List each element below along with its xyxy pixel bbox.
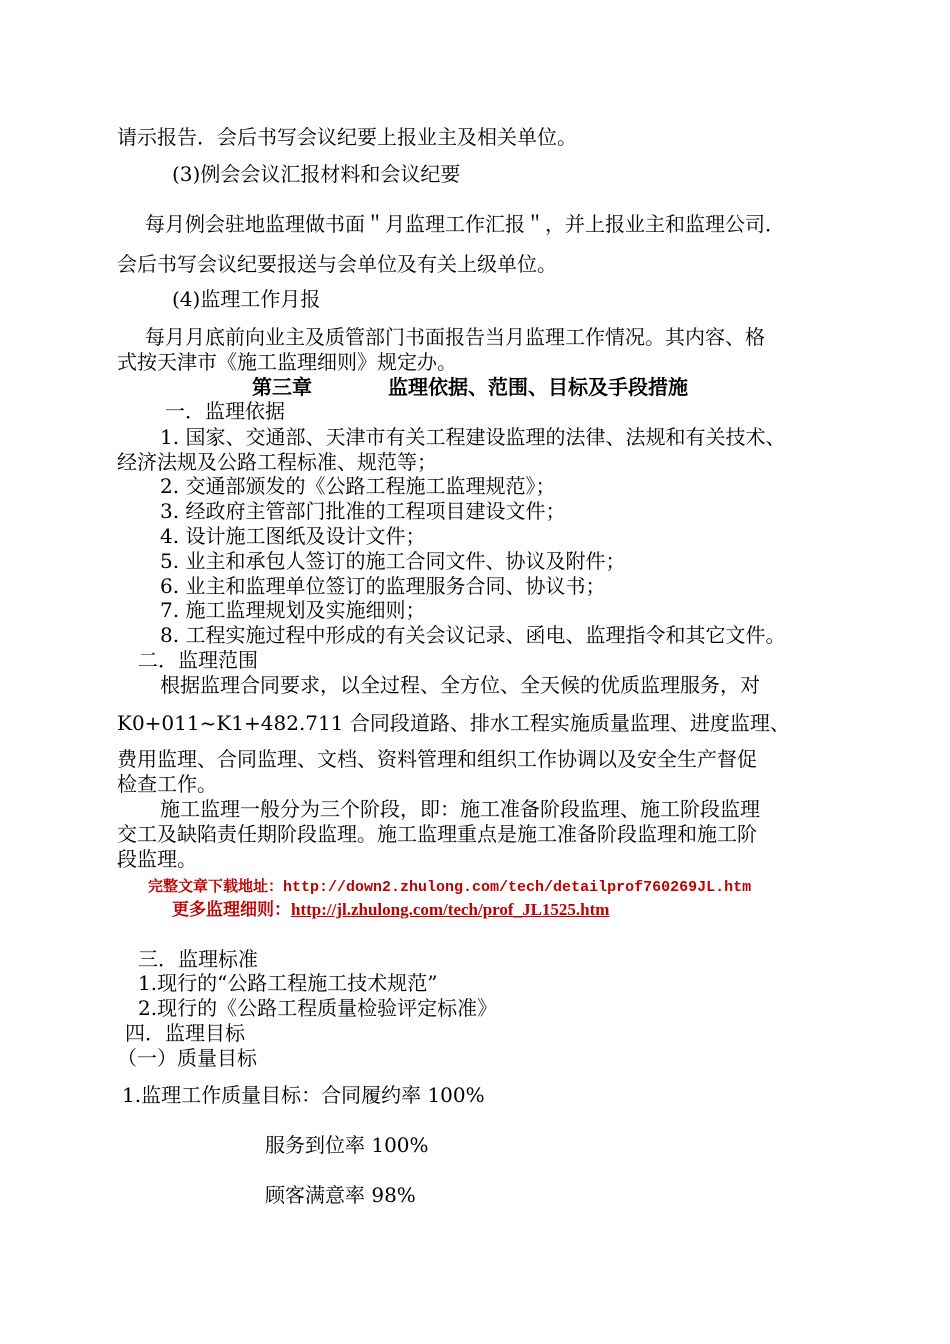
text-line: 会后书写会议纪要报送与会单位及有关上级单位。 [117, 252, 557, 276]
download-link-line [148, 874, 751, 900]
list-item: 2. 交通部颁发的《公路工程施工监理规范》； [160, 474, 556, 498]
subsection-heading: （一）质量目标 [117, 1046, 257, 1070]
list-item: 1. 国家、交通部、天津市有关工程建设监理的法律、法规和有关技术、 [160, 425, 786, 449]
section-heading: 二．监理范围 [138, 648, 258, 672]
chapter-number: 第三章 [252, 375, 312, 399]
text-line: 服务到位率 100% [265, 1133, 429, 1157]
download-label: 完整文章下载地址： [148, 877, 284, 895]
download-url[interactable]: http://down2.zhulong.com/tech/detailprof760269JL.htm [283, 879, 752, 896]
more-url-link[interactable]: http://jl.zhulong.com/tech/prof_JL1525.htm [291, 900, 610, 919]
text-line: 经济法规及公路工程标准、规范等； [117, 450, 437, 474]
section-heading: 一．监理依据 [165, 399, 285, 423]
section-heading: 三．监理标准 [138, 947, 258, 971]
section-heading: 四．监理目标 [125, 1021, 245, 1045]
text-line: 请示报告．会后书写会议纪要上报业主及相关单位。 [117, 125, 577, 149]
text-line: 根据监理合同要求，以全过程、全方位、全天候的优质监理服务，对 [160, 673, 760, 697]
text-line: 每月例会驻地监理做书面＂月监理工作汇报＂，并上报业主和监理公司． [145, 212, 785, 236]
text-line: K0+011~K1+482.711 合同段道路、排水工程实施质量监理、进度监理、 [117, 711, 790, 735]
text-line: 顾客满意率 98% [265, 1183, 416, 1207]
chapter-title: 监理依据、范围、目标及手段措施 [388, 375, 688, 399]
list-item: 2.现行的《公路工程质量检验评定标准》 [138, 996, 498, 1020]
list-item: 3. 经政府主管部门批准的工程项目建设文件； [160, 499, 566, 523]
list-item: 7. 施工监理规划及实施细则； [160, 598, 426, 622]
text-line: 施工监理一般分为三个阶段，即：施工准备阶段监理、施工阶段监理 [160, 797, 760, 821]
section-heading: (4)监理工作月报 [172, 287, 321, 311]
list-item: 4. 设计施工图纸及设计文件； [160, 524, 426, 548]
text-line: 交工及缺陷责任期阶段监理。施工监理重点是施工准备阶段监理和施工阶 [117, 822, 757, 846]
list-item: 5. 业主和承包人签订的施工合同文件、协议及附件； [160, 549, 626, 573]
more-link-line [172, 898, 609, 922]
list-item: 1.现行的“公路工程施工技术规范” [138, 971, 438, 995]
text-line: 检查工作。 [117, 772, 217, 796]
text-line: 1.监理工作质量目标：合同履约率 100% [122, 1083, 485, 1107]
more-label: 更多监理细则： [172, 900, 291, 920]
text-line: 费用监理、合同监理、文档、资料管理和组织工作协调以及安全生产督促 [117, 747, 757, 771]
section-heading: (3)例会会议汇报材料和会议纪要 [172, 162, 461, 186]
list-item: 6. 业主和监理单位签订的监理服务合同、协议书； [160, 574, 606, 598]
list-item: 8. 工程实施过程中形成的有关会议记录、函电、监理指令和其它文件。 [160, 623, 786, 647]
text-line: 每月月底前向业主及质管部门书面报告当月监理工作情况。其内容、格 [145, 325, 765, 349]
text-line: 式按天津市《施工监理细则》规定办。 [117, 350, 457, 374]
text-line: 段监理。 [117, 847, 197, 871]
